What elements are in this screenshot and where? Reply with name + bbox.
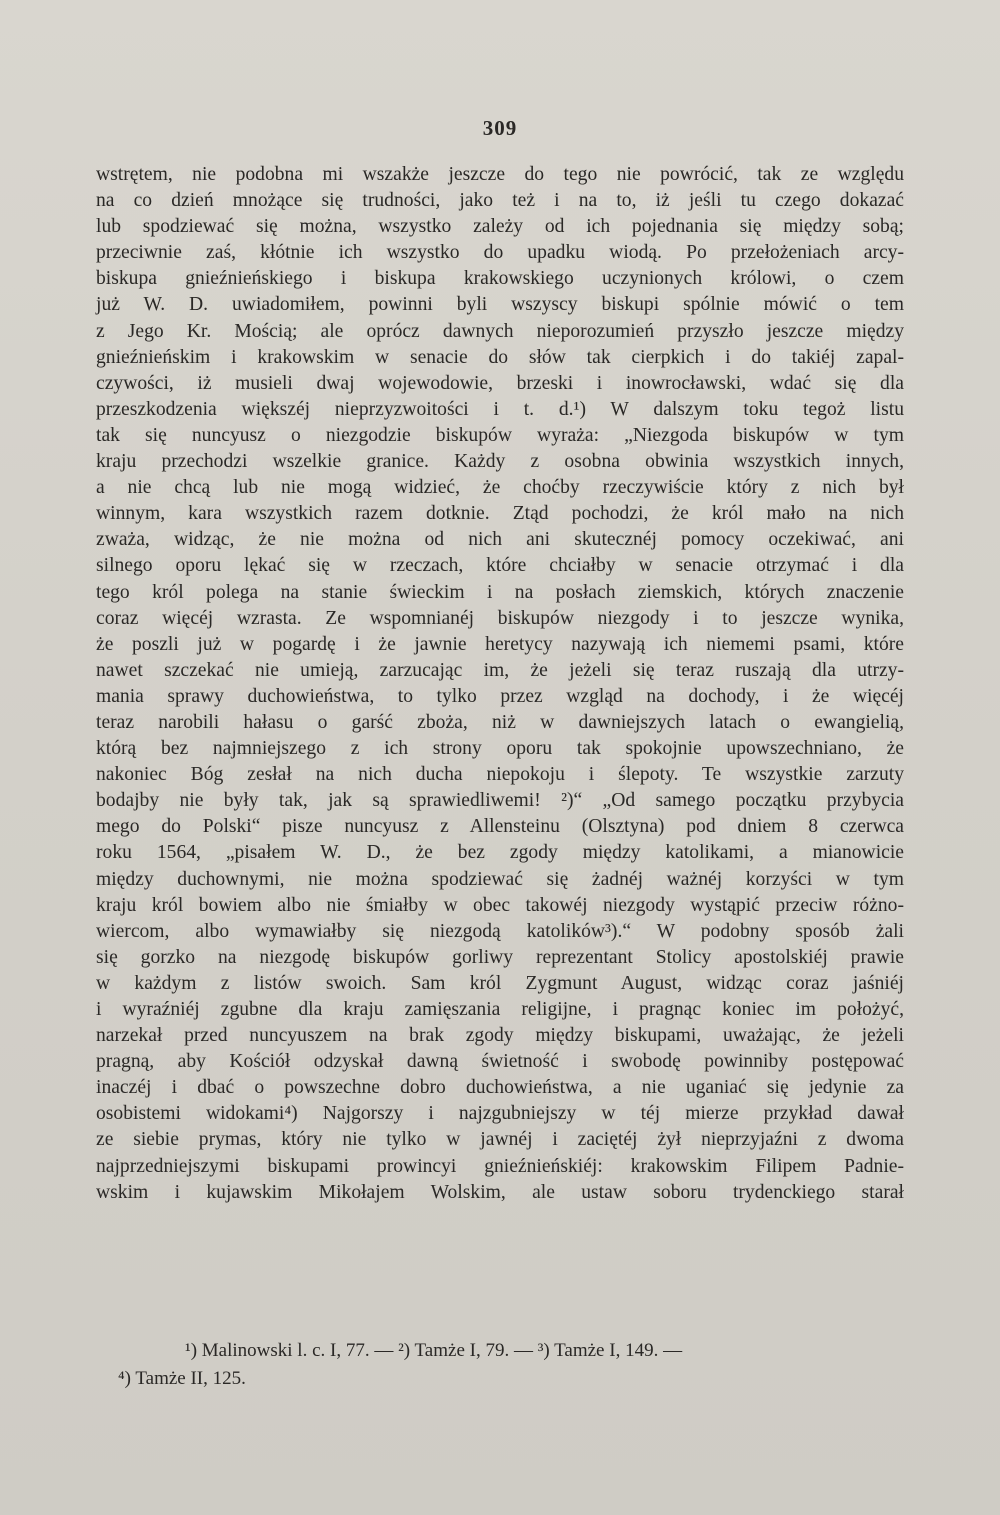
text-line: inaczéj i dbać o powszechne dobro duchowieństwa, a nie uganiać się jedynie za [96,1077,904,1099]
text-line: którą bez najmniejszego z ich strony oporu tak spokojnie upowszechniano, że [96,738,904,760]
text-line: czywości, iż musieli dwaj wojewodowie, brzeski i inowrocławski, wdać się dla [96,372,904,394]
text-line: nawet szczekać nie umieją, zarzucając im, że jeżeli się teraz ruszają dla utrzy- [96,659,904,681]
text-line: osobistemi widokami⁴) Najgorszy i najzgubniejszy w téj mierze przykład dawał [96,1103,904,1125]
text-line: między duchownymi, nie można spodziewać się żadnéj ważnéj korzyści w tym [96,868,904,890]
text-line: wstrętem, nie podobna mi wszakże jeszcze do tego nie powrócić, tak ze względu [96,164,904,185]
text-line: kraju przechodzi wszelkie granice. Każdy z osobna obwinia wszystkich innych, [96,451,904,473]
text-line: silnego oporu lękać się w rzeczach, które chciałby w senacie otrzymać i dla [96,555,904,577]
text-line: na co dzień mnożące się trudności, jako też i na to, iż jeśli tu czego dokazać [96,190,904,212]
text-line: w każdym z listów swoich. Sam król Zygmunt August, widząc coraz jaśniéj [96,972,904,994]
page-number: 309 [482,116,518,140]
text-line: lub spodziewać się można, wszystko zależy od ich pojednania się między sobą; [96,216,904,238]
text-line: roku 1564, „pisałem W. D., że bez zgody między katolikami, a mianowicie [96,842,904,864]
text-line: teraz narobili hałasu o garść zboża, niż w dawniejszych latach o ewangielią, [96,711,904,733]
text-line: zważa, widząc, że nie można od nich ani skutecznéj pomocy oczekiwać, ani [96,529,904,551]
text-line: się gorzko na niezgodę biskupów gorliwy reprezentant Stolicy apostolskiéj prawie [96,946,904,968]
text-line: tego król polega na stanie świeckim i na posłach ziemskich, których znaczenie [96,581,904,603]
text-line: kraju król bowiem albo nie śmiałby w obec takowéj niezgody wystąpić przeciw różno- [96,894,904,916]
text-line: już W. D. uwiadomiłem, powinni byli wszyscy biskupi spólnie mówić o tem [96,294,904,316]
text-line: wiercom, albo wymawiałby się niezgodą katolików³).“ W podobny sposób żali [96,920,904,942]
text-line: że poszli już w pogardę i że jawnie heretycy nazywają ich niememi psami, które [96,633,904,655]
text-line: najprzedniejszymi biskupami prowincyi gnieźnieńskiéj: krakowskim Filipem Padnie- [96,1155,904,1177]
text-line: bodajby nie były tak, jak są sprawiedliwemi! ²)“ „Od samego początku przybycia [96,790,904,812]
text-line: pragną, aby Kościół odzyskał dawną świetność i swobodę powinniby postępować [96,1051,904,1073]
text-line: mania sprawy duchowieństwa, to tylko przez wzgląd na dochody, i że więcéj [96,685,904,707]
text-line: tak się nuncyusz o niezgodzie biskupów wyraża: „Niezgoda biskupów w tym [96,424,904,446]
text-line: wskim i kujawskim Mikołajem Wolskim, ale ustaw soboru trydenckiego starał [96,1181,904,1203]
footnotes [118,1337,904,1393]
text-line: winnym, kara wszystkich razem dotknie. Ztąd pochodzi, że król mało na nich [96,503,904,525]
footnote-line-2: ⁴) Tamże II, 125. [118,1368,246,1389]
text-line: a nie chcą lub nie mogą widzieć, że choćby rzeczywiście który z nich był [96,477,904,499]
text-line: przeciwnie zaś, kłótnie ich wszystko do upadku wiodą. Po przełożeniach arcy- [96,242,904,264]
text-line: przeszkodzenia większéj nieprzyzwoitości i t. d.¹) W dalszym toku tegoż listu [96,398,904,420]
text-line: nakoniec Bóg zesłał na nich ducha niepokoju i ślepoty. Te wszystkie zarzuty [96,764,904,786]
body-text [96,162,904,1206]
text-line: biskupa gnieźnieńskiego i biskupa krakowskiego uczynionych królowi, o czem [96,268,904,290]
footnote-line-1: ¹) Malinowski l. c. I, 77. — ²) Tamże I, 79. — ³) Tamże I, 149. — [185,1340,683,1361]
text-line: coraz więcéj wzrasta. Ze wspomnianéj biskupów niezgody i to jeszcze wynika, [96,607,904,629]
text-line: gnieźnieńskim i krakowskim w senacie do słów tak cierpkich i do takiéj zapal- [96,346,904,368]
text-line: mego do Polski“ pisze nuncyusz z Allensteinu (Olsztyna) pod dniem 8 czerwca [96,816,904,838]
text-line: narzekał przed nuncyuszem na brak zgody między biskupami, uważając, że jeżeli [96,1025,904,1047]
text-line: i wyraźniéj zgubne dla kraju zamięszania religijne, i pragnąc koniec im położyć, [96,999,904,1020]
text-line: ze siebie prymas, który nie tylko w jawnéj i zaciętéj żył nieprzyjaźni z dwoma [96,1129,904,1151]
text-line: z Jego Kr. Mością; ale oprócz dawnych nieporozumień przyszło jeszcze między [96,320,904,342]
